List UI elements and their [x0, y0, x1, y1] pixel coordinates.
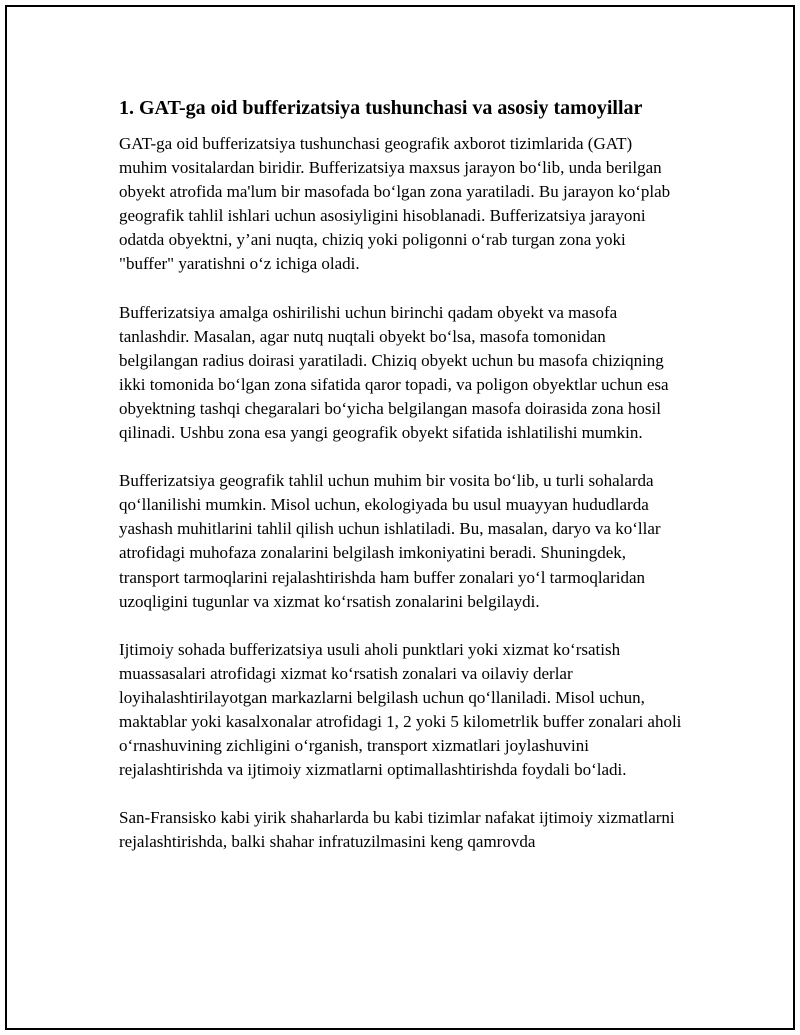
paragraph-3: Bufferizatsiya geografik tahlil uchun muhim bir vosita bo‘lib, u turli sohalarda qo‘llanilishi mumkin. Misol uchun, ekologiyada bu usul muayyan hududlarda yashash muhitlarini tahlil qilish uchun ishlatiladi. Bu, masalan, daryo va ko‘llar atrofidagi muhofaza zonalarini belgilash imkoniyatini beradi. Shuningdek, transport tarmoqlarini rejalashtirishda ham buffer zonalari yo‘l tarmoqlaridan uzoqligini tugunlar va xizmat ko‘rsatish zonalarini belgilaydi.: [119, 471, 661, 611]
document-page: [5, 5, 795, 1030]
paragraph-5: San-Fransisko kabi yirik shaharlarda bu kabi tizimlar nafakat ijtimoiy xizmatlarni rejalashtirishda, balki shahar infratuzilmasini keng qamrovda: [119, 808, 675, 852]
paragraph-2: Bufferizatsiya amalga oshirilishi uchun birinchi qadam obyekt va masofa tanlashdir. Masalan, agar nutq nuqtali obyekt bo‘lsa, masofa tomonidan belgilangan radius doirasi yaratiladi. Chiziq obyekt uchun bu masofa chiziqning ikki tomonida bo‘lgan zona sifatida qaror topadi, va poligon obyektlar uchun esa obyektning tashqi chegaralari bo‘yicha belgilangan masofa doirasida zona hosil qilinadi. Ushbu zona esa yangi geografik obyekt sifatida ishlatilishi mumkin.: [119, 302, 669, 443]
paragraph-1: GAT-ga oid bufferizatsiya tushunchasi geografik axborot tizimlarida (GAT) muhim vositalardan biridir. Bufferizatsiya maxsus jarayon bo‘lib, unda berilgan obyekt atrofida ma'lum bir masofada bo‘lgan zona yaratiladi. Bu jarayon ko‘plab geografik tahlil ishlari uchun asosiyligini hisoblanadi. Bufferizatsiya jarayoni odatda obyektni, y’ani nuqta, chiziq yoki poligonni o‘rab turgan zona yoki "buffer" yaratishni o‘z ichiga oladi.: [119, 134, 671, 274]
paragraph-4: Ijtimoiy sohada bufferizatsiya usuli aholi punktlari yoki xizmat ko‘rsatish muassasalari atrofidagi xizmat ko‘rsatish zonalari va oilaviy derlar loyihalashtirilayotgan markazlarni belgilash uchun qo‘llaniladi. Misol uchun, maktablar yoki kasalxonalar atrofidagi 1, 2 yoki 5 kilometrlik buffer zonalari aholi o‘rnashuvining zichligini o‘rganish, transport xizmatlari joylashuvini rejalashtirishda va ijtimoiy xizmatlarni optimallashtirishda foydali bo‘ladi.: [119, 639, 682, 780]
section-heading: 1. GAT-ga oid bufferizatsiya tushunchasi va asosiy tamoyillar: [119, 97, 643, 119]
document-content: [119, 95, 684, 878]
